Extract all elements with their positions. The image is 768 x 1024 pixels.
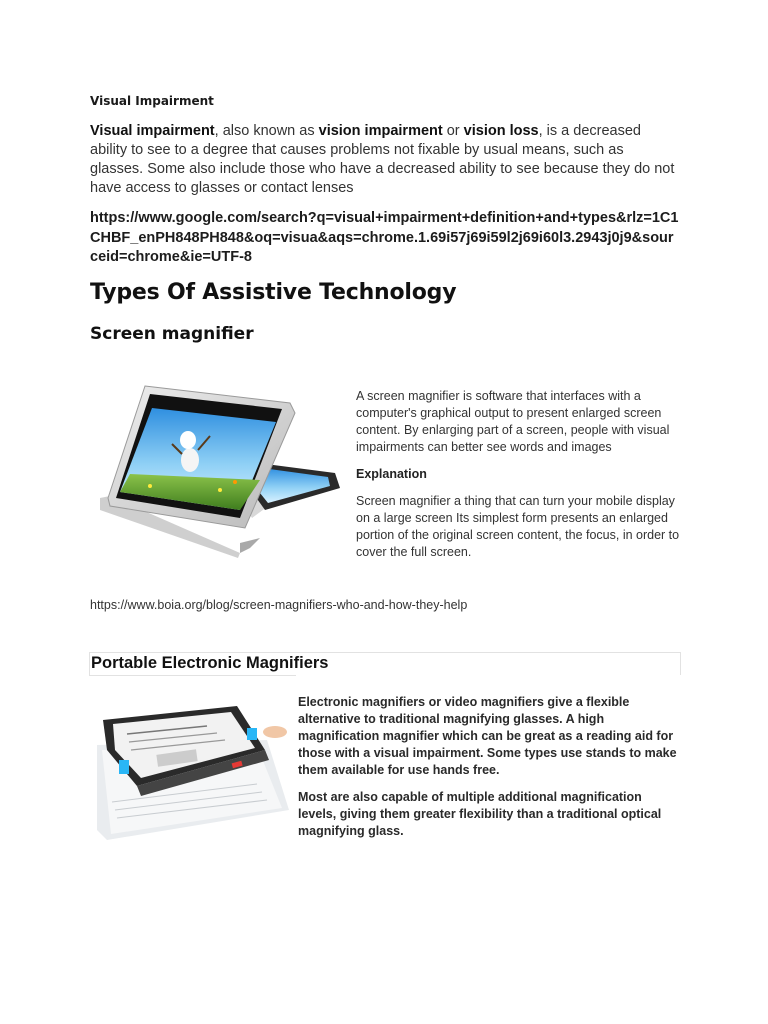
intro-text-3: , is a decreased ability to see to a degree that causes problems not fixable by usual means, such as glasses. Some also include those who have a decreased ability to see because they do not have access to glasses or contact lenses bbox=[90, 123, 675, 196]
screen-magnifier-description: A screen magnifier is software that interfaces with a computer's graphical output to present enlarged screen content. By enlarging part of a screen, people with visual impairments can better see words and images bbox=[356, 389, 670, 454]
intro-text-2: or bbox=[442, 123, 464, 139]
explanation-heading: Explanation bbox=[356, 467, 427, 481]
screen-magnifier-heading: Screen magnifier bbox=[90, 324, 254, 344]
boia-source-link[interactable]: https://www.boia.org/blog/screen-magnifiers-who-and-how-they-help bbox=[90, 598, 468, 612]
screen-magnifier-image bbox=[90, 378, 345, 558]
term-vision-impairment: vision impairment bbox=[318, 123, 443, 139]
portable-paragraph-1: Electronic magnifiers or video magnifiers give a flexible alternative to traditional magnifying glasses. A high magnification magnifier which can be great as a reading aid for those with a visual impairment. Some types use stands to make them available for use hands free. bbox=[298, 695, 677, 777]
intro-text-1: , also known as bbox=[214, 123, 319, 139]
types-heading: Types Of Assistive Technology bbox=[90, 280, 457, 305]
term-vision-loss: vision loss bbox=[463, 123, 539, 139]
portable-magnifiers-heading: Portable Electronic Magnifiers bbox=[91, 654, 329, 672]
portable-magnifier-image bbox=[97, 690, 289, 840]
explanation-paragraph: Screen magnifier a thing that can turn your mobile display on a large screen Its simplest form presents an enlarged portion of the original screen content, the focus, in order to cover the full screen. bbox=[356, 494, 680, 559]
intro-paragraph bbox=[90, 122, 680, 198]
portable-paragraph-2: Most are also capable of multiple additional magnification levels, giving them greater flexibility than a traditional optical magnifying glass. bbox=[298, 790, 662, 838]
term-visual-impairment: Visual impairment bbox=[90, 123, 215, 139]
visual-impairment-heading: Visual Impairment bbox=[90, 94, 214, 108]
google-search-url: https://www.google.com/search?q=visual+impairment+definition+and+types&rlz=1C1CHBF_enPH848PH848&oq=visua&aqs=chrome.1.69i57j69i59l2j69i60l3.2943j0j9&sourceid=chrome&ie=UTF-8 bbox=[90, 210, 679, 265]
